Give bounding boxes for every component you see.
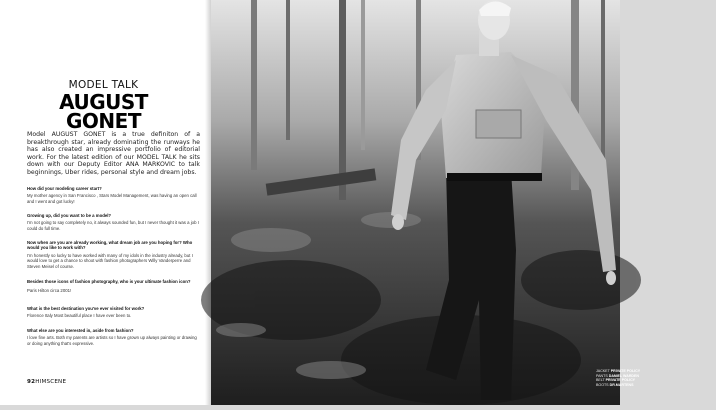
answer: Florence Italy Most beautiful place I have ever been to. xyxy=(27,313,132,319)
question: What else are you interested in, aside from fashion? xyxy=(27,328,134,333)
question: How did your modeling career start? xyxy=(27,186,102,191)
qa-block xyxy=(27,213,200,231)
photo-illustration xyxy=(211,0,620,405)
qa-block xyxy=(27,240,200,269)
section-kicker: MODEL TALK xyxy=(68,79,139,91)
question: Growing up, did you want to be a model? xyxy=(27,213,112,218)
answer: I'm honestly so lucky to have worked with many of my idols in the industry already, but I would love to get a chance to shoot with fashion photographers Willy Vanderperre and Steven Meisel of course. xyxy=(27,252,193,269)
credit-value: PRIVATE POLICY xyxy=(605,378,636,383)
intro-paragraph: Model AUGUST GONET is a true definiton of a breakthrough star, already dominating the runways he has also created an impressive portfolio of editorial work. For the latest edition of our MODEL TALK he sits down with our Deputy Editor ANA MARKOVIC to talk beginnings, Uber rides, personal style and dream jobs. xyxy=(27,131,200,176)
question: Besides those icons of fashion photography, who is your ultimate fashion icon? xyxy=(27,279,191,284)
qa-block xyxy=(27,306,200,319)
credit-value: DR.MARTENS xyxy=(609,382,634,387)
qa-block xyxy=(27,328,200,346)
publication-name: HIMSCENE xyxy=(35,379,67,385)
model-name-first: AUGUST xyxy=(59,90,148,114)
answer: Paris Hilton circa 2001! xyxy=(27,288,72,294)
credit-value: DANIEL WARDEN xyxy=(608,373,640,378)
credit-role: PANTS xyxy=(596,373,608,378)
fashion-credits xyxy=(596,369,716,387)
credit-value: PRIVATE POLICY xyxy=(610,369,641,373)
answer: I'm not going to say completely no, it always sounded fun, but I never thought it was a job I could do full time. xyxy=(27,220,199,231)
model-name-last: GONET xyxy=(66,109,141,133)
page-footer xyxy=(27,379,66,385)
qa-block xyxy=(27,279,200,294)
article-page xyxy=(0,0,211,405)
credit-role: BELT xyxy=(596,378,605,383)
credit-role: BOOTS xyxy=(596,382,609,387)
credit-role: JACKET xyxy=(596,369,610,373)
page-number: 92 xyxy=(27,379,36,385)
answer: My mother agency in San Francisco , Stars Model Management, was having an open call and I went and got lucky! xyxy=(27,193,197,204)
qa-block xyxy=(27,186,200,204)
question: Now when are you are already working, what dream job are you hoping for? Who would you like to work with? xyxy=(27,240,193,251)
answer: I love fine arts. Both my parents are artists so I have grown up always painting or drawing or doing anything that's expressive. xyxy=(27,335,197,346)
credit-line xyxy=(596,383,716,388)
editorial-photo xyxy=(211,0,641,405)
question: What is the best destination you've ever visited for work? xyxy=(27,306,145,311)
